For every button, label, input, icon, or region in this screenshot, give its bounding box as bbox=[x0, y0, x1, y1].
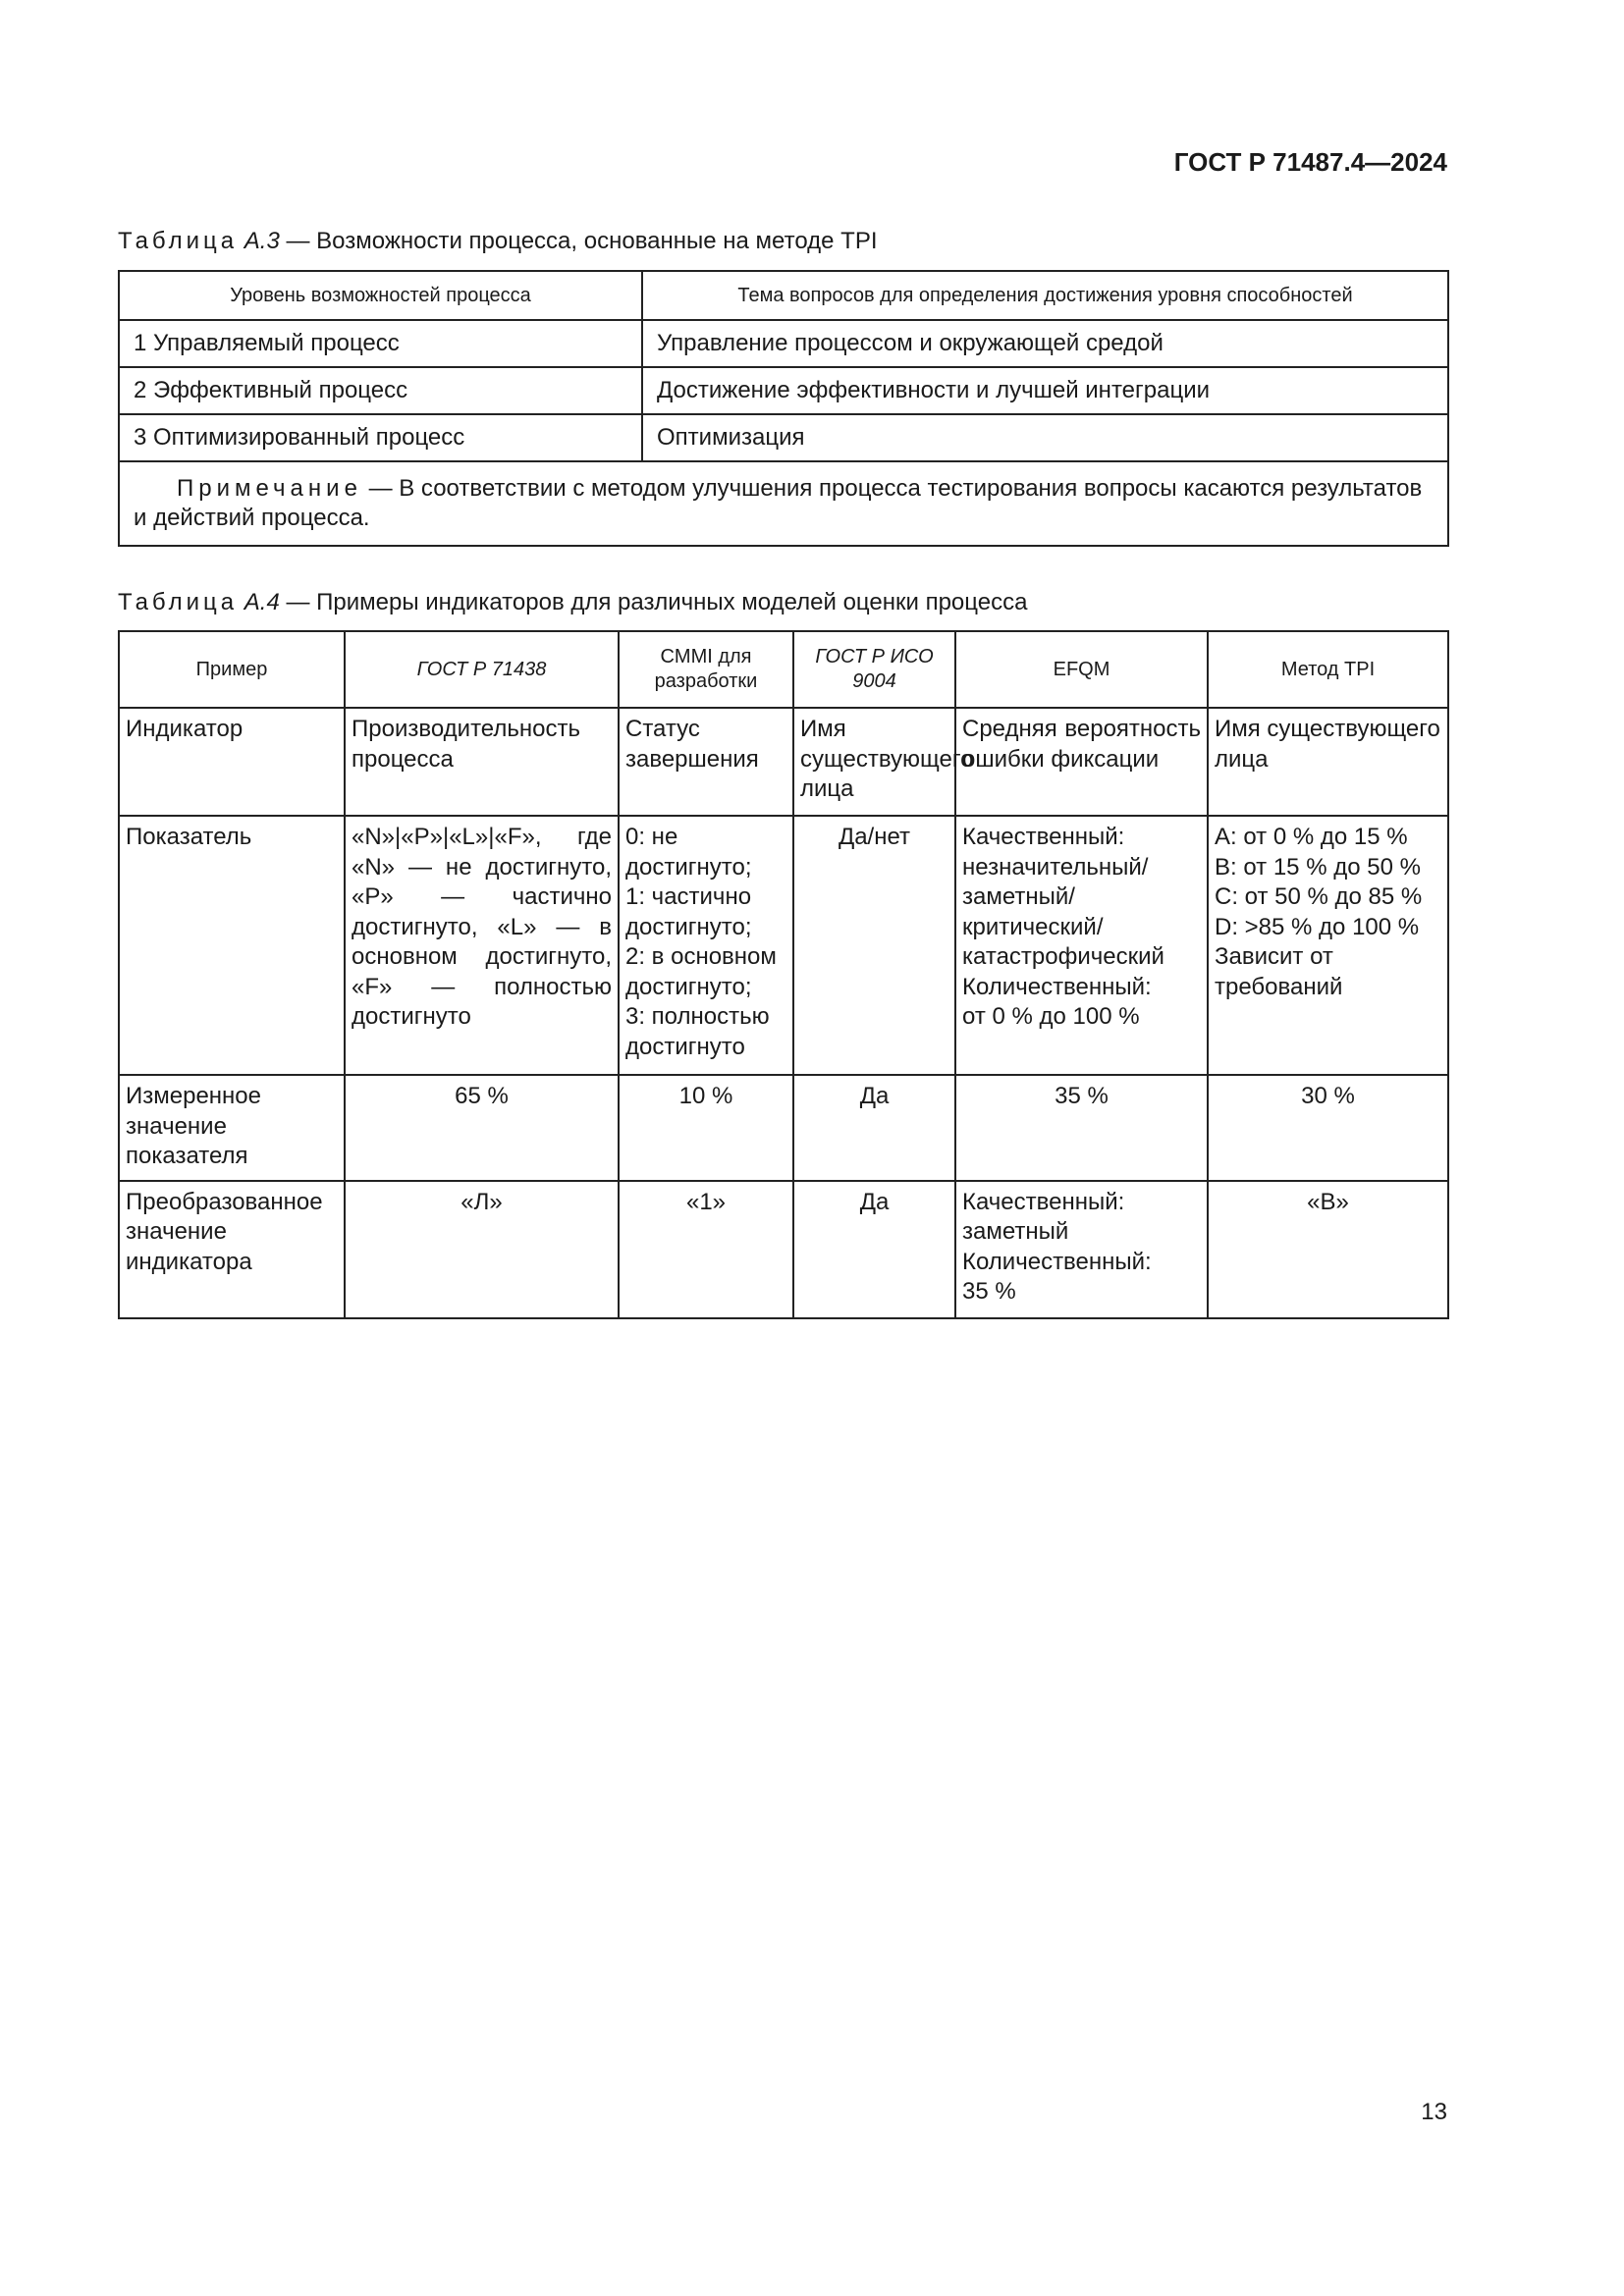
page-number: 13 bbox=[1421, 2099, 1447, 2125]
table-header-row bbox=[119, 271, 1448, 320]
table-cell: 3 Оптимизированный процесс bbox=[119, 414, 642, 461]
table-cell: «N»|«P»|«L»|«F», где «N» — не достигнуто, «P» — частично достигнуто, «L» — в основном достигнуто, «F» — полностью достигнуто bbox=[345, 816, 619, 1075]
column-header: EFQM bbox=[955, 631, 1208, 708]
table-row bbox=[119, 1075, 1448, 1181]
note-label: Примечание bbox=[177, 475, 362, 502]
column-header: Тема вопросов для определения достижения уровня способностей bbox=[642, 271, 1448, 320]
table-cell: Оптимизация bbox=[642, 414, 1448, 461]
caption-number: А.4 bbox=[244, 589, 280, 615]
document-id: ГОСТ Р 71487.4—2024 bbox=[1173, 147, 1447, 177]
table-cell: Качественный: незначительный/заметный/критический/катастрофический Количественный: от 0 % до 100 % bbox=[955, 816, 1208, 1075]
column-header: Пример bbox=[119, 631, 345, 708]
column-header: CMMI для разработки bbox=[619, 631, 793, 708]
table-a3-caption bbox=[118, 228, 878, 255]
column-header: Уровень возможностей процесса bbox=[119, 271, 642, 320]
column-header bbox=[345, 631, 619, 708]
table-a4 bbox=[118, 630, 1449, 1319]
table-cell: Индикатор bbox=[119, 708, 345, 816]
table-cell: 1 Управляемый процесс bbox=[119, 320, 642, 367]
table-row bbox=[119, 367, 1448, 414]
table-cell: Измеренное значение показателя bbox=[119, 1075, 345, 1181]
caption-word: Таблица bbox=[118, 589, 239, 615]
table-header-row bbox=[119, 631, 1448, 708]
table-cell: «1» bbox=[619, 1181, 793, 1318]
table-cell: Качественный: заметный Количественный: 35 % bbox=[955, 1181, 1208, 1318]
table-cell: A: от 0 % до 15 % B: от 15 % до 50 % C: от 50 % до 85 % D: >85 % до 100 % Зависит от требований bbox=[1208, 816, 1448, 1075]
table-cell: «B» bbox=[1208, 1181, 1448, 1318]
table-cell: Да/нет bbox=[793, 816, 955, 1075]
table-row bbox=[119, 816, 1448, 1075]
note-text: — В соответствии с методом улучшения процесса тестирования вопросы касаются результатов и действий процесса. bbox=[134, 475, 1423, 531]
table-cell: Показатель bbox=[119, 816, 345, 1075]
caption-text: — Примеры индикаторов для различных моделей оценки процесса bbox=[279, 589, 1028, 615]
table-row bbox=[119, 708, 1448, 816]
table-cell: 65 % bbox=[345, 1075, 619, 1181]
table-cell: Да bbox=[793, 1075, 955, 1181]
table-cell: 0: не достигнуто; 1: частично достигнуто; 2: в основном достигнуто; 3: полностью достигнуто bbox=[619, 816, 793, 1075]
table-cell: Имя существующего лица bbox=[1208, 708, 1448, 816]
table-cell: Производительность процесса bbox=[345, 708, 619, 816]
caption-text: — Возможности процесса, основанные на методе TPI bbox=[279, 228, 878, 254]
table-cell: Достижение эффективности и лучшей интеграции bbox=[642, 367, 1448, 414]
caption-word: Таблица bbox=[118, 228, 239, 254]
table-cell: 30 % bbox=[1208, 1075, 1448, 1181]
table-note-row bbox=[119, 461, 1448, 546]
caption-number: А.3 bbox=[244, 228, 280, 254]
table-a4-caption bbox=[118, 589, 1027, 616]
table-row bbox=[119, 320, 1448, 367]
table-row bbox=[119, 414, 1448, 461]
header-text: ГОСТ Р ИСО 9004 bbox=[815, 646, 934, 692]
table-cell: Статус завершения bbox=[619, 708, 793, 816]
table-cell: Управление процессом и окружающей средой bbox=[642, 320, 1448, 367]
table-cell: 35 % bbox=[955, 1075, 1208, 1181]
column-header bbox=[793, 631, 955, 708]
column-header: Метод TPI bbox=[1208, 631, 1448, 708]
header-text: ГОСТ Р 71438 bbox=[416, 658, 547, 680]
table-cell: Да bbox=[793, 1181, 955, 1318]
table-cell: Имя существующего лица bbox=[793, 708, 955, 816]
table-cell: 2 Эффективный процесс bbox=[119, 367, 642, 414]
table-cell: Преобразованное значение индикатора bbox=[119, 1181, 345, 1318]
table-cell: Средняя вероятность ошибки фиксации bbox=[955, 708, 1208, 816]
table-row bbox=[119, 1181, 1448, 1318]
table-cell: «Л» bbox=[345, 1181, 619, 1318]
table-note bbox=[119, 461, 1448, 546]
table-cell: 10 % bbox=[619, 1075, 793, 1181]
table-a3 bbox=[118, 270, 1449, 547]
